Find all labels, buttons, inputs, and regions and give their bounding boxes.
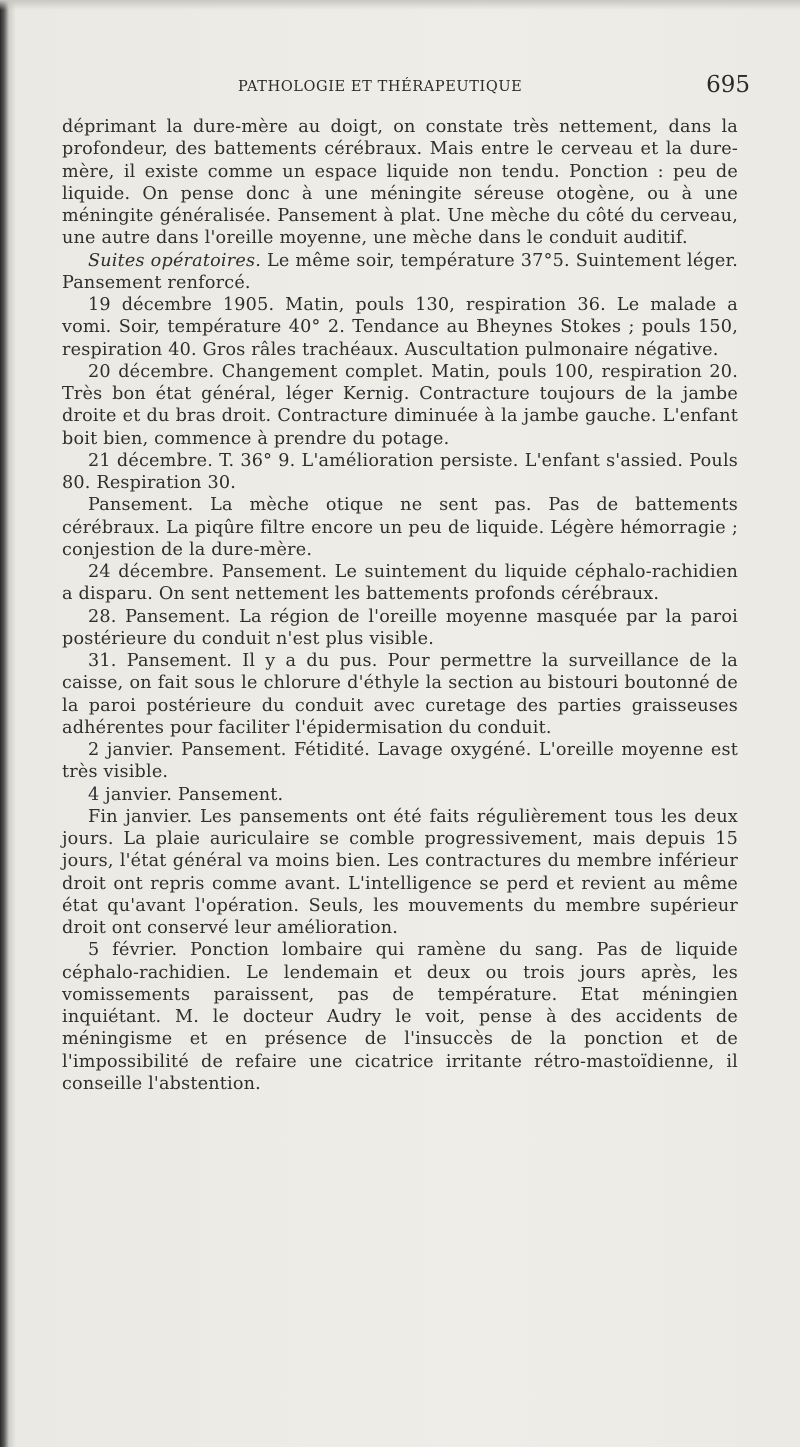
paragraph: Fin janvier. Les pansements ont été faits régulièrement tous les deux jours. La plaie auriculaire se comble progressivement, mais depuis 15 jours, l'état général va moins bien. Les contractures du membre inférieur droit ont repris comme avant. L'intelligence se perd et revient au même état qu'avant l'opération. Seuls, les mouvements du membre supérieur droit ont conservé leur amélioration. bbox=[62, 806, 738, 938]
paragraph: 20 décembre. Changement complet. Matin, pouls 100, respiration 20. Très bon état général, léger Kernig. Contracture toujours de la jambe droite et du bras droit. Contracture diminuée à la jambe gauche. L'enfant boit bien, commence à prendre du potage. bbox=[62, 361, 738, 449]
page-number: 695 bbox=[706, 72, 750, 98]
running-title: PATHOLOGIE ET THÉRAPEUTIQUE bbox=[238, 79, 523, 95]
paragraph: 19 décembre 1905. Matin, pouls 130, respiration 36. Le malade a vomi. Soir, température 40° 2. Tendance au Bheynes Stokes ; pouls 150, respiration 40. Gros râles trachéaux. Auscultation pulmonaire négative. bbox=[62, 295, 738, 360]
paragraph: 21 décembre. T. 36° 9. L'amélioration persiste. L'enfant s'assied. Pouls 80. Respiration 30. bbox=[62, 450, 738, 493]
paragraph-text: Le même soir, température 37°5. Suintement léger. Pansement renforcé. bbox=[62, 250, 738, 293]
paragraph: Pansement. La mèche otique ne sent pas. Pas de battements cérébraux. La piqûre filtre encore un peu de liquide. Légère hémorragie ; conjestion de la dure-mère. bbox=[62, 495, 738, 560]
paragraph: 28. Pansement. La région de l'oreille moyenne masquée par la paroi postérieure du conduit n'est plus visible. bbox=[62, 606, 738, 649]
page-header bbox=[238, 72, 758, 100]
paragraph: 31. Pansement. Il y a du pus. Pour permettre la surveillance de la caisse, on fait sous le chlorure d'éthyle la section au bistouri boutonné de la paroi postérieure du conduit avec curetage des parties graisseuses adhérentes pour faciliter l'épidermisation du conduit. bbox=[62, 651, 738, 738]
paragraph bbox=[62, 250, 738, 295]
body-text bbox=[62, 116, 738, 1095]
paragraph: 4 janvier. Pansement. bbox=[88, 784, 284, 805]
paragraph: 2 janvier. Pansement. Fétidité. Lavage oxygéné. L'oreille moyenne est très visible. bbox=[62, 740, 738, 783]
paragraph: 5 février. Ponction lombaire qui ramène du sang. Pas de liquide céphalo-rachidien. Le lendemain et deux ou trois jours après, les vomissements paraissent, pas de température. Etat méningien inquiétant. M. le docteur Audry le voit, pense à des accidents de méningisme et en présence de l'insuccès de la ponction et de l'impossibilité de refaire une cicatrice irritante rétro-mastoïdienne, il conseille l'abstention. bbox=[62, 940, 738, 1094]
paragraph: 24 décembre. Pansement. Le suintement du liquide céphalo-rachidien a disparu. On sent nettement les battements profonds cérébraux. bbox=[62, 562, 738, 605]
paragraph: déprimant la dure-mère au doigt, on constate très nettement, dans la profondeur, des battements cérébraux. Mais entre le cerveau et la dure-mère, il existe comme un espace liquide non tendu. Ponction : peu de liquide. On pense donc à une méningite séreuse otogène, ou à une méningite généralisée. Pansement à plat. Une mèche du côté du cerveau, une autre dans l'oreille moyenne, une mèche dans le conduit auditif. bbox=[62, 117, 738, 249]
section-label: Suites opératoires. bbox=[88, 250, 261, 271]
